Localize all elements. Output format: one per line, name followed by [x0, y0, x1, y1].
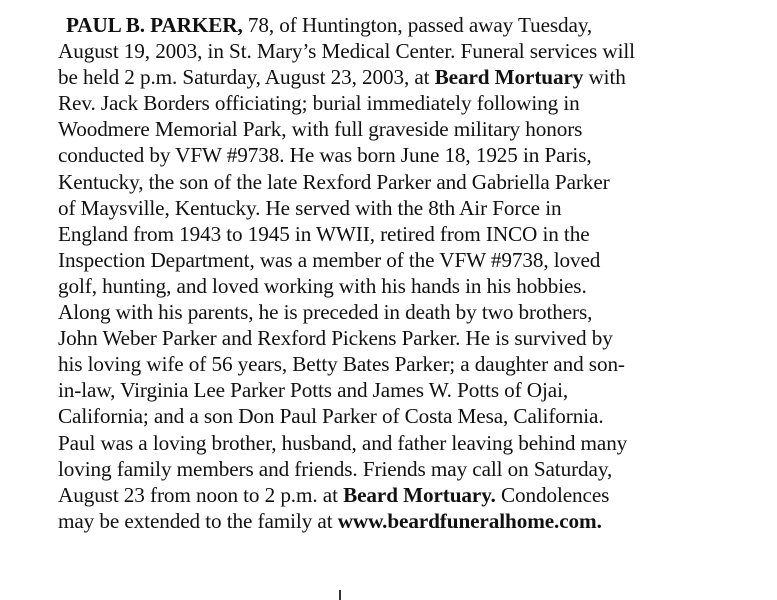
- obituary-line: Woodmere Memorial Park, with full graveside military honors: [58, 117, 583, 142]
- obituary-line: August 23 from noon to 2 p.m. at Beard Mortuary. Condolences: [58, 482, 610, 507]
- obituary-line: may be extended to the family at www.beardfuneralhome.com.: [58, 508, 602, 533]
- obituary-line: August 19, 2003, in St. Mary’s Medical Center. Funeral services will: [58, 39, 635, 64]
- obituary-text: [58, 12, 718, 534]
- obituary-line: John Weber Parker and Rexford Pickens Parker. He is survived by: [58, 326, 613, 351]
- obituary-line: his loving wife of 56 years, Betty Bates Parker; a daughter and son-: [58, 352, 625, 377]
- obituary-line: Along with his parents, he is preceded in death by two brothers,: [58, 300, 593, 325]
- obituary-line: PAUL B. PARKER, 78, of Huntington, passed away Tuesday,: [66, 13, 593, 37]
- obituary-line: in-law, Virginia Lee Parker Potts and James W. Potts of Ojai,: [58, 378, 569, 403]
- obituary-line: of Maysville, Kentucky. He served with the 8th Air Force in: [58, 195, 562, 220]
- obituary-line: Inspection Department, was a member of the VFW #9738, loved: [58, 247, 601, 272]
- obituary-line: be held 2 p.m. Saturday, August 23, 2003, at Beard Mortuary with: [58, 65, 626, 90]
- obituary-line: England from 1943 to 1945 in WWII, retired from INCO in the: [58, 221, 590, 246]
- obituary-line: California; and a son Don Paul Parker of Costa Mesa, California.: [58, 404, 604, 429]
- obituary-line: Paul was a loving brother, husband, and father leaving behind many: [58, 430, 628, 455]
- deceased-name: PAUL B. PARKER,: [66, 13, 243, 37]
- website-link: www.beardfuneralhome.com.: [337, 508, 602, 533]
- obituary-line: Kentucky, the son of the late Rexford Parker and Gabriella Parker: [58, 169, 610, 194]
- obituary-line: conducted by VFW #9738. He was born June 18, 1925 in Paris,: [58, 143, 592, 168]
- obituary-line: Rev. Jack Borders officiating; burial immediately following in: [58, 91, 580, 116]
- print-mark: [339, 590, 341, 600]
- mortuary-name: Beard Mortuary.: [343, 482, 496, 507]
- mortuary-name: Beard Mortuary: [434, 65, 584, 90]
- obituary-line: golf, hunting, and loved working with his hands in his hobbies.: [58, 273, 587, 298]
- obituary-line: loving family members and friends. Friends may call on Saturday,: [58, 456, 613, 481]
